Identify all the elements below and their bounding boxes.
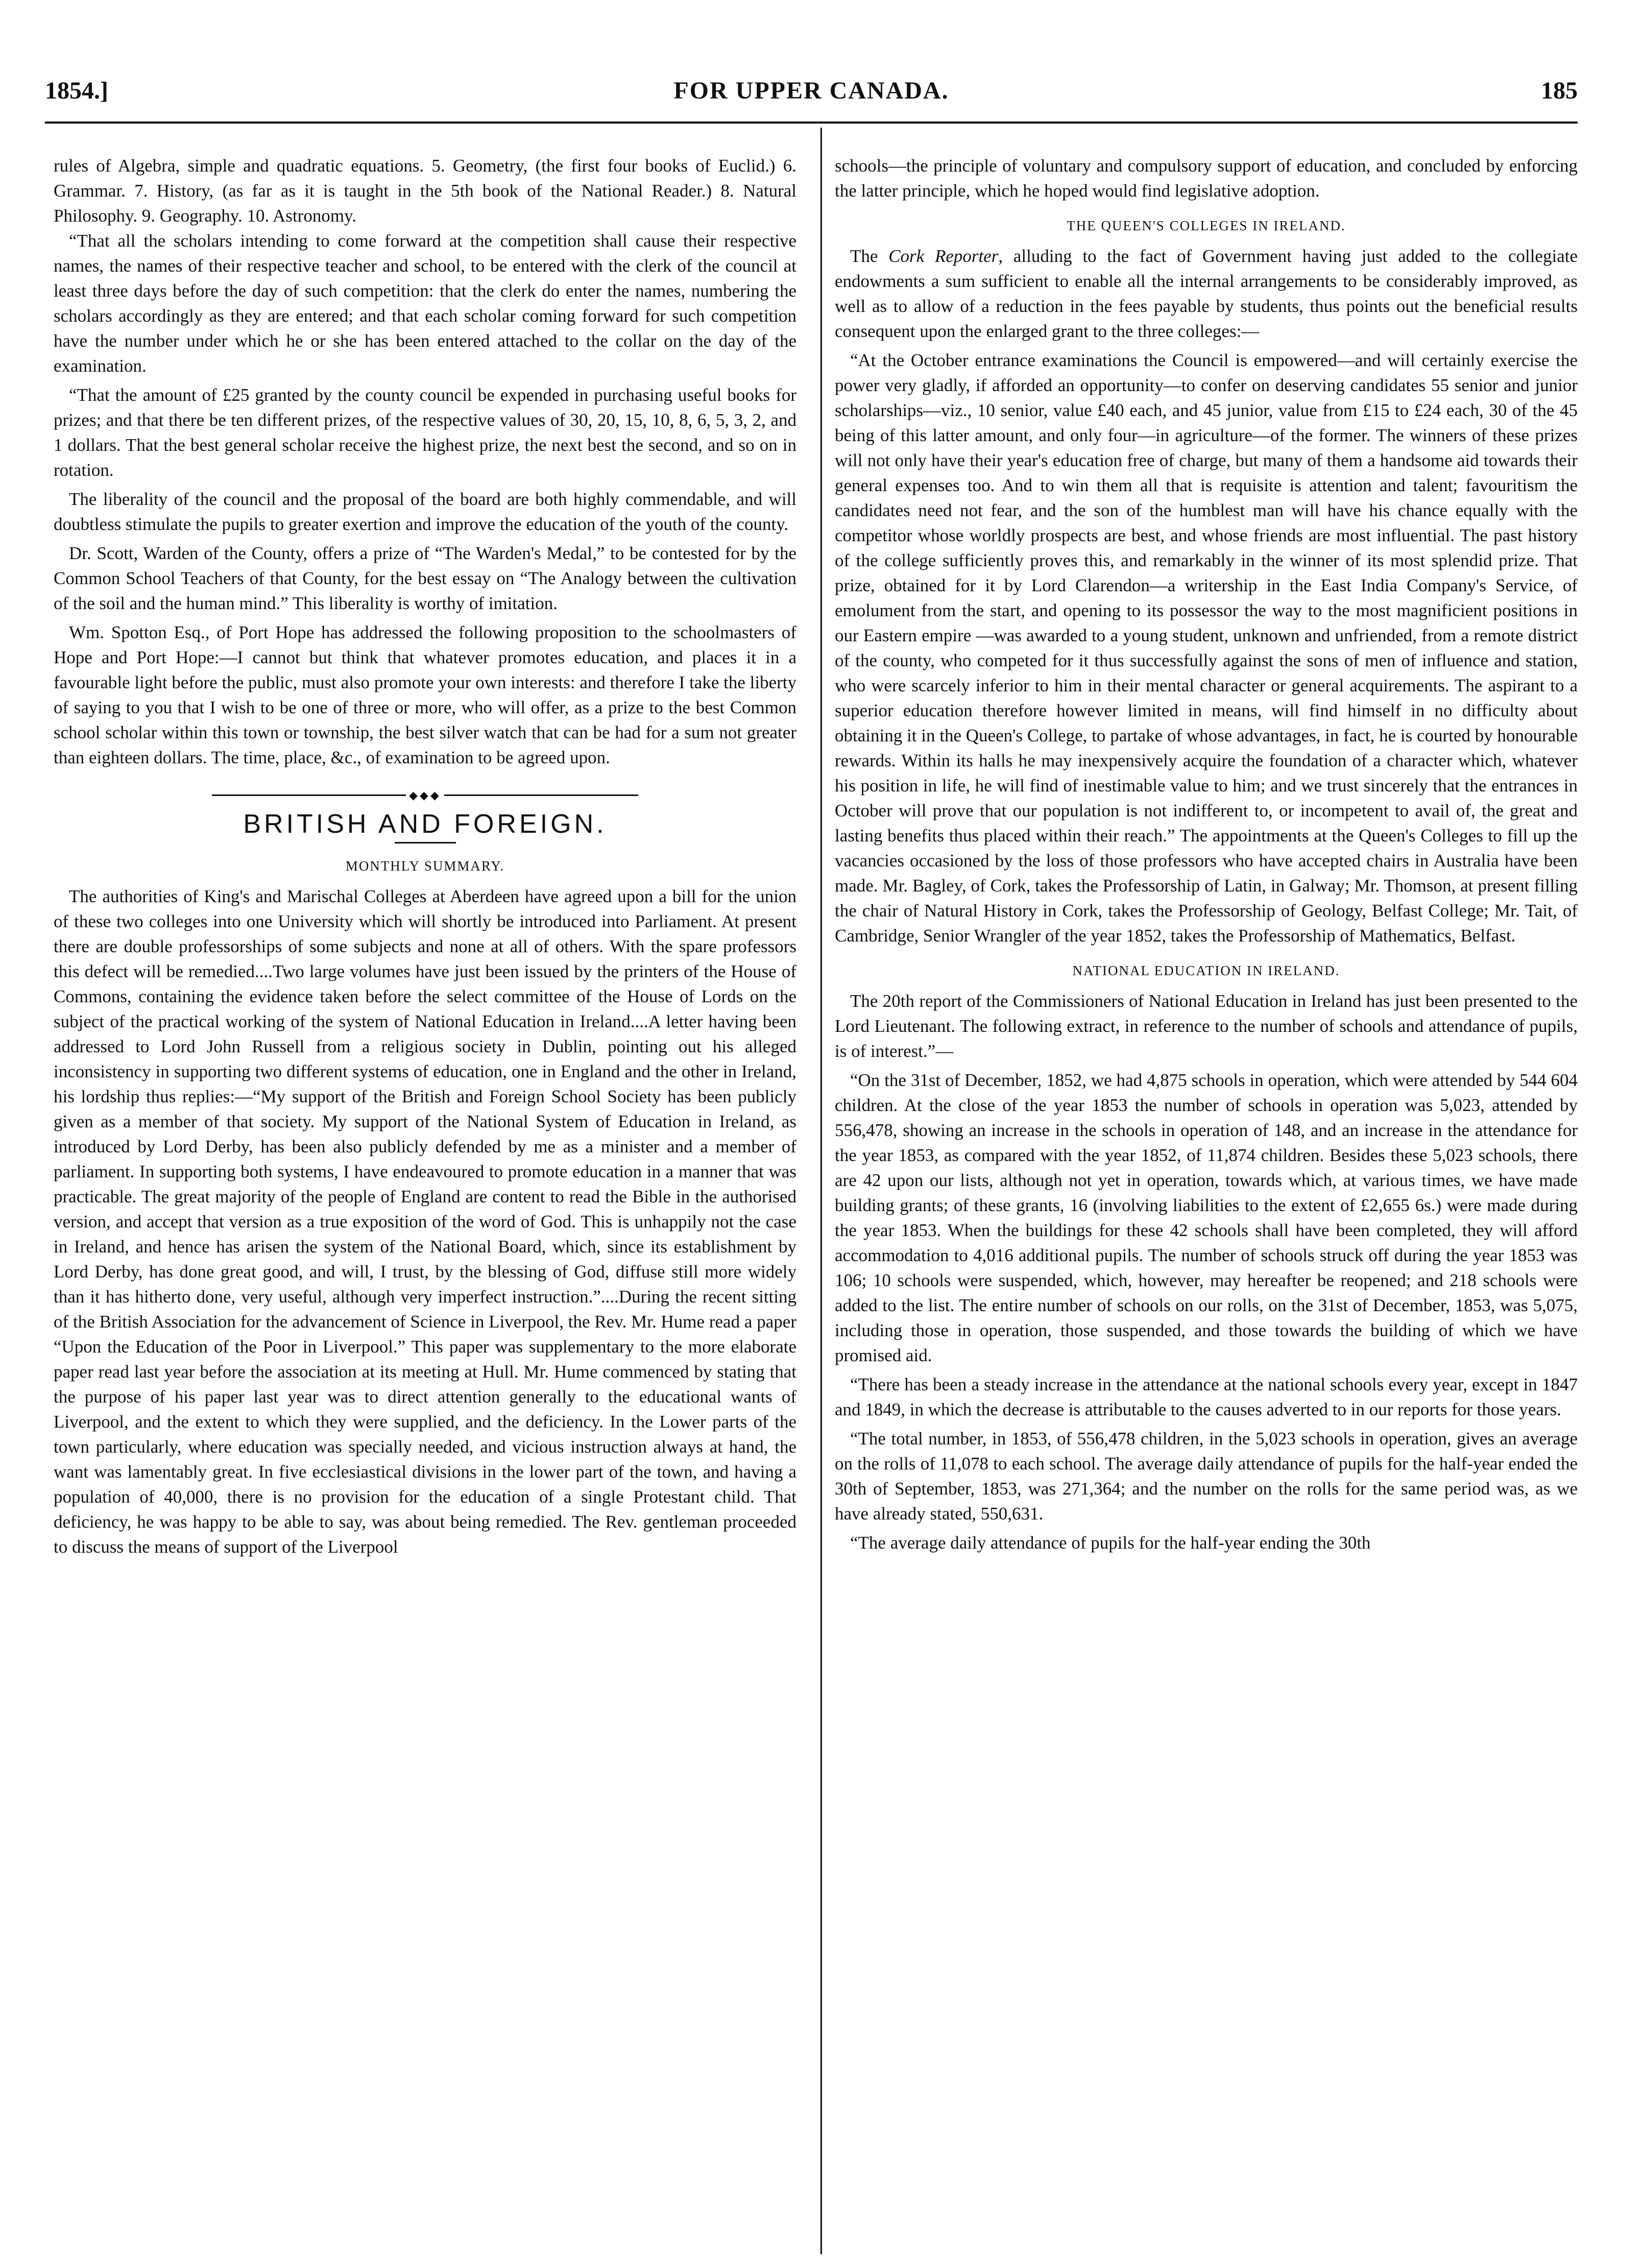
paragraph: “At the October entrance examinations the Council is empowered—and will certainly exercise the power very gladly, if afforded an opportunity—to confer on deserving candidates 55 senior and junior scholarships—viz., 10 senior, value £40 each, and 45 junior, value from £15 to £24 each, 30 of the 45 being of this latter amount, and only four—in agriculture—of the former. The winners of these prizes will not only have their year's education free of charge, but many of them a handsome aid towards their general expenses too. And to win them all that is requisite is attention and talent; favouritism the candidates need not fear, and the son of the humblest man will have his chance equally with the competitor whose worldly prospects are best, and whose friends are most influential. The past history of the college sufficiently proves this, and remarkably in the winner of its most splendid prize. That prize, obtained for it by Lord Clarendon—a writership in the East India Company's Service, of emolument from the start, and opening to its possessor the way to the most magnificient positions in our Eastern empire —was awarded to a young student, unknown and unfriended, from a remote district of the county, who competed for it thus successfully against the sons of men of influence and station, who were scarcely inferior to him in their mental character or general acquirements. The aspirant to a superior education therefore however limited in means, will find himself in no difficulty about obtaining it in the Queen's College, to partake of whose advantages, in fact, he is courted by honourable rewards. Within its halls he may inexpensively acquire the foundation of a character which, whatever his position in life, he will find of inestimable value to him; and we trust sincerely that the entrances in October will prove that our population is not indifferent to, or incompetent to avail of, the great and lasting benefits thus placed within their reach.” The appointments at the Queen's Colleges to fill up the vacancies occasioned by the loss of those professors who have accepted chairs in Australia have been made. Mr. Bagley, of Cork, takes the Professorship of Latin, in Galway; Mr. Thomson, at present filling the chair of Natural History in Cork, takes the Professorship of Geology, Belfast College; Mr. Tait, of Cambridge, Senior Wrangler of the year 1852, takes the Professorship of Mathematics, Belfast. bbox=[835, 350, 1578, 946]
subheading: MONTHLY SUMMARY. bbox=[345, 858, 505, 874]
subheading: NATIONAL EDUCATION IN IRELAND. bbox=[1072, 963, 1340, 978]
paragraph: “That the amount of £25 granted by the county council be expended in purchasing useful books for prizes; and that there be ten different prizes, of the respective values of 30, 20, 15, 10, 8, 6, 5, 3, 2, and 1 dollars. That the best general scholar receive the highest prize, the next best the second, and so on in rotation. bbox=[54, 385, 796, 480]
subheading: THE QUEEN'S COLLEGES IN IRELAND. bbox=[1067, 218, 1346, 233]
publication-title: Cork Reporter bbox=[888, 246, 999, 266]
paragraph: “That all the scholars intending to come forward at the competition shall cause their respective names, the names of their respective teacher and school, to be entered with the clerk of the council at least three days before the day of such competition: that the clerk do enter the names, numbering the scholars accordingly as they are entered; and that each scholar coming forward for such competition have the number under which he or she has been entered attached to the collar on the day of the examination. bbox=[54, 231, 796, 376]
page-header bbox=[45, 77, 1578, 117]
section-title: BRITISH AND FOREIGN. bbox=[243, 809, 607, 839]
paragraph: The 20th report of the Commissioners of National Education in Ireland has just been presented to the Lord Lieutenant. The following extract, in reference to the number of schools and attendance of pupils, is of interest.”— bbox=[835, 991, 1578, 1061]
section-ornament: ◆◆◆ bbox=[54, 781, 796, 791]
paragraph: Dr. Scott, Warden of the County, offers a prize of “The Warden's Medal,” to be contested for by the Common School Teachers of that County, for the best essay on “The Analogy between the cultivation of the soil and the human mind.” This liberality is worthy of imitation. bbox=[54, 543, 796, 613]
paragraph: “There has been a steady increase in the attendance at the national schools every year, except in 1847 and 1849, in which the decrease is attributable to the causes adverted to in our reports for those years. bbox=[835, 1374, 1578, 1419]
paragraph: Wm. Spotton Esq., of Port Hope has addressed the following proposition to the schoolmasters of Hope and Port Hope:—I cannot but think that whatever promotes education, and places it in a favourable light before the public, must also promote your own interests: and therefore I take the liberty of saying to you that I wish to be one of three or more, who will offer, as a prize to the best Common school scholar within this town or township, the best silver watch that can be had for a sum not greater than eighteen dollars. The time, place, &c., of examination to be agreed upon. bbox=[54, 622, 796, 767]
paragraph: The liberality of the council and the proposal of the board are both highly commendable, and will doubtless stimulate the pupils to greater exertion and improve the education of the youth of the county. bbox=[54, 489, 796, 534]
paragraph: The Cork Reporter, alluding to the fact of Government having just added to the collegiate endowments a sum sufficient to enable all the internal arrangements to be considerably improved, as well as to allow of a reduction in the fees payable by students, thus points out the beneficial results consequent upon the enlarged grant to the three colleges:— bbox=[835, 246, 1578, 341]
right-column bbox=[835, 153, 1578, 1555]
header-page-number: 185 bbox=[1541, 77, 1578, 104]
left-column bbox=[54, 153, 796, 1559]
column-divider bbox=[820, 128, 822, 2254]
header-date: 1854.] bbox=[45, 77, 108, 104]
paragraph: “On the 31st of December, 1852, we had 4,875 schools in operation, which were attended by 544 604 children. At the close of the year 1853 the number of schools in operation was 5,023, attended by 556,478, showing an increase in the schools in operation of 148, and an increase in the attendance for the year 1853, as compared with the year 1852, of 11,874 children. Besides these 5,023 schools, there are 42 upon our lists, although not yet in operation, towards which, at various times, we have made building grants; of these grants, 16 (involving liabilities to the extent of £2,655 6s.) were made during the year 1853. When the buildings for these 42 schools shall have been completed, they will afford accommodation to 4,016 additional pupils. The number of schools struck off during the year 1853 was 106; 10 schools were suspended, which, however, may hereafter be reopened; and 218 schools were added to the list. The entire number of schools on our rolls, on the 31st of December, 1853, was 5,075, including those in operation, those suspended, and those towards the building of which we have promised aid. bbox=[835, 1070, 1578, 1365]
title-rule bbox=[395, 842, 456, 843]
paragraph: schools—the principle of voluntary and compulsory support of education, and concluded by enforcing the latter principle, which he hoped would find legislative adoption. bbox=[835, 156, 1578, 201]
paragraph: “The average daily attendance of pupils for the half-year ending the 30th bbox=[850, 1533, 1371, 1553]
header-rule bbox=[45, 122, 1578, 124]
paragraph: rules of Algebra, simple and quadratic equations. 5. Geometry, (the first four books of Euclid.) 6. Grammar. 7. History, (as far as it is taught in the 5th book of the National Reader.) 8. Natural Philosophy. 9. Geography. 10. Astronomy. bbox=[54, 156, 796, 226]
paragraph: The authorities of King's and Marischal Colleges at Aberdeen have agreed upon a bill for the union of these two colleges into one University which will shortly be introduced into Parliament. At present there are double professorships of some subjects and none at all of others. With the spare professors this defect will be remedied....Two large volumes have just been issued by the printers of the House of Commons, containing the evidence taken before the select committee of the House of Lords on the subject of the practical working of the system of National Education in Ireland....A letter having been addressed to Lord John Russell from a religious society in Dublin, pointing out his alleged inconsistency in supporting two different systems of education, one in England and the other in Ireland, his lordship thus replies:—“My support of the British and Foreign School Society has been publicly given as a member of that society. My support of the National System of Education in Ireland, as introduced by Lord Derby, has been also publicly defended by me as a minister and a member of parliament. In supporting both systems, I have endeavoured to promote education in a manner that was practicable. The great majority of the people of England are content to read the Bible in the authorised version, and accept that version as a true exposition of the word of God. This is unhappily not the case in Ireland, and hence has arisen the system of the National Board, which, since its establishment by Lord Derby, has done great good, and will, I trust, by the blessing of God, diffuse still more widely than it has hitherto done, very useful, although very imperfect instruction.”....During the recent sitting of the British Association for the advancement of Science in Liverpool, the Rev. Mr. Hume read a paper “Upon the Education of the Poor in Liverpool.” This paper was supplementary to the more elaborate paper read last year before the association at its meeting at Hull. Mr. Hume commenced by stating that the purpose of his paper last year was to direct attention generally to the educational wants of Liverpool, and the extent to which they were supplied, and the deficiency. In the Lower parts of the town particularly, where education was specially needed, and vicious instruction always at hand, the want was lamentably great. In five ecclesiastical divisions in the lower part of the town, and having a population of 40,000, there is no provision for the education of a single Protestant child. That deficiency, he was happy to be able to say, was about being remedied. The Rev. gentleman proceeded to discuss the means of support of the Liverpool bbox=[54, 886, 796, 1557]
header-title: FOR UPPER CANADA. bbox=[673, 77, 949, 104]
paragraph: “The total number, in 1853, of 556,478 children, in the 5,023 schools in operation, gives an average on the rolls of 11,078 to each school. The average daily attendance of pupils for the half-year ended the 30th of September, 1853, was 271,364; and the number on the rolls for the same period was, as we have already stated, 550,631. bbox=[835, 1429, 1578, 1524]
